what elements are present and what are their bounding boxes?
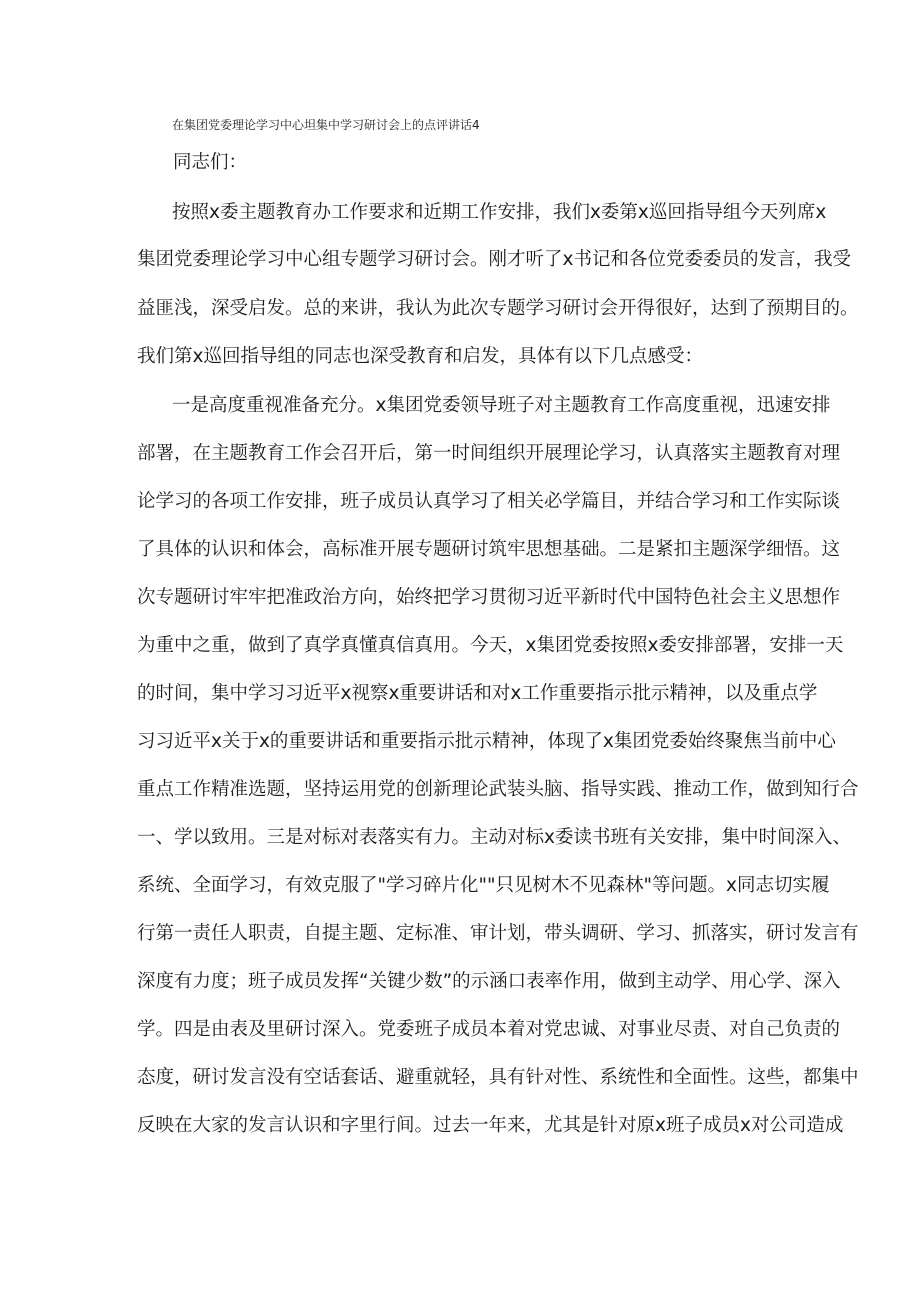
document-title: 在集团党委理论学习中心坦集中学习研讨会上的点评讲话4 bbox=[172, 118, 480, 132]
paragraph-line: 一是高度重视准备充分。x集团党委领导班子对主题教育工作高度重视，迅速安排 bbox=[172, 395, 831, 416]
paragraph-line: 次专题研讨牢牢把准政治方向，始终把学习贯彻习近平新时代中国特色社会主义思想作 bbox=[137, 587, 841, 608]
paragraph-line: 习习近平x关于x的重要讲话和重要指示批示精神，体现了x集团党委始终聚焦当前中心 bbox=[137, 731, 836, 752]
paragraph-line: 的时间，集中学习习近平x视察x重要讲话和对x工作重要指示批示精神，以及重点学 bbox=[137, 683, 818, 704]
paragraph-line: 部署，在主题教育工作会召开后，第一时间组织开展理论学习，认真落实主题教育对理 bbox=[137, 443, 841, 464]
paragraph-line: 深度有力度；班子成员发挥“关键少数”的示涵口表率作用，做到主动学、用心学、深入 bbox=[137, 971, 841, 992]
paragraph-line: 重点工作精准选题，坚持运用党的创新理论武装头脑、指导实践、推动工作，做到知行合 bbox=[137, 779, 859, 800]
paragraph-line: 益匪浅，深受启发。总的来讲，我认为此次专题学习研讨会开得很好，达到了预期目的。 bbox=[137, 298, 859, 319]
paragraph-line: 学。四是由表及里研讨深入。党委班子成员本着对党忠诚、对事业尽责、对自己负责的 bbox=[137, 1019, 841, 1040]
paragraph-line: 态度，研讨发言没有空话套话、避重就轻，具有针对性、系统性和全面性。这些，都集中 bbox=[137, 1067, 859, 1088]
paragraph-line: 行第一责任人职责，自提主题、定标准、审计划，带头调研、学习、抓落实，研讨发言有 bbox=[137, 923, 859, 944]
paragraph-line: 反映在大家的发言认识和字里行间。过去一年来，尤其是针对原x班子成员x对公司造成 bbox=[137, 1115, 844, 1136]
paragraph-line: 我们第x巡回指导组的同志也深受教育和启发，具体有以下几点感受： bbox=[137, 346, 703, 367]
paragraph-line: 一、学以致用。三是对标对表落实有力。主动对标x委读书班有关安排，集中时间深入、 bbox=[137, 827, 851, 848]
paragraph-line: 集团党委理论学习中心组专题学习研讨会。刚才听了x书记和各位党委委员的发言，我受 bbox=[137, 249, 851, 270]
salutation: 同志们： bbox=[173, 152, 248, 173]
paragraph-line: 系统、全面学习，有效克服了"学习碎片化""只见树木不见森林"等问题。x同志切实履 bbox=[137, 875, 830, 896]
paragraph-line: 论学习的各项工作安排，班子成员认真学习了相关必学篇目，并结合学习和工作实际谈 bbox=[137, 491, 841, 512]
paragraph-line: 了具体的认识和体会，高标准开展专题研讨筑牢思想基础。二是紧扣主题深学细悟。这 bbox=[137, 539, 841, 560]
paragraph-line: 为重中之重，做到了真学真懂真信真用。今天，x集团党委按照x委安排部署，安排一天 bbox=[137, 635, 844, 656]
paragraph-line: 按照x委主题教育办工作要求和近期工作安排，我们x委第x巡回指导组今天列席x bbox=[172, 202, 827, 223]
